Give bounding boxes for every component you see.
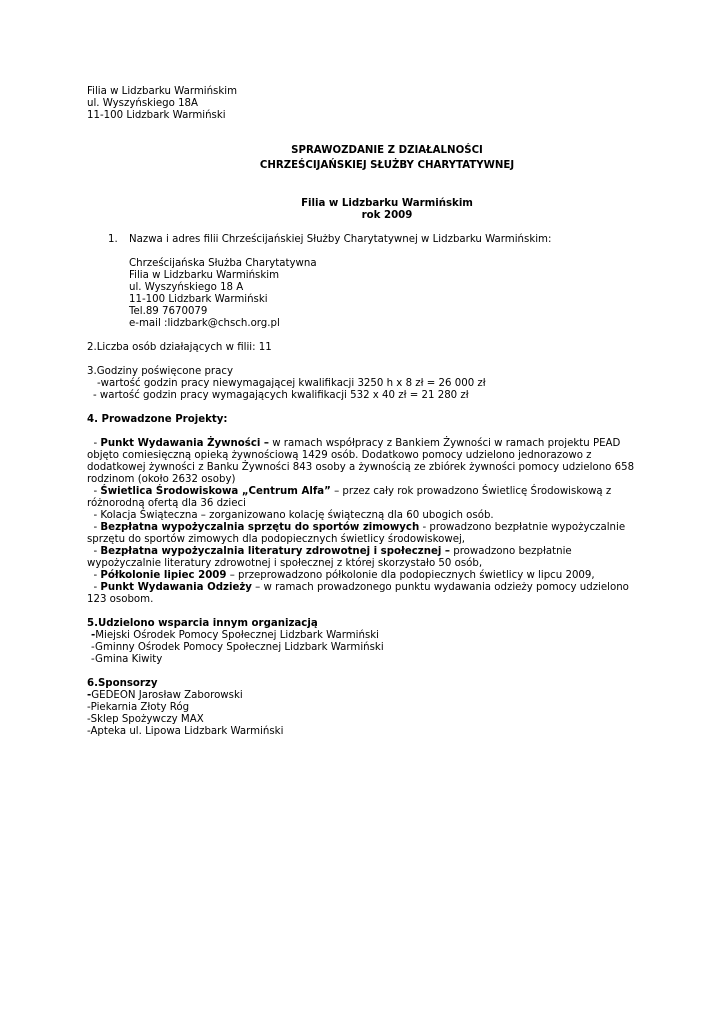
document-page [87, 86, 687, 738]
organization-item: -Miejski Ośrodek Pomocy Społecznej Lidzbark Warmiński [91, 630, 380, 641]
section-3-line: -wartość godzin pracy niewymagającej kwalifikacji 3250 h x 8 zł = 26 000 zł [97, 378, 486, 389]
sender-line: 11-100 Lidzbark Warmiński [87, 110, 226, 121]
project-description: w ramach współpracy z Bankiem Żywności w ramach projektu PEAD objęto comiesięczną opieką żywnościową 1429 osób. Dodatkowo pomocy udzielono jednorazowo z dodatkowej żywności z Banku Żywności 843 osoby a żywnością ze zbiórek żywności pomocy udzielono 658 rodzinom (około 2632 osoby) [87, 438, 635, 485]
organization-item: -Gminny Ośrodek Pomocy Społecznej Lidzbark Warmiński [91, 642, 384, 653]
project-item: - Punkt Wydawania Odzieży – w ramach prowadzonego punktu wydawania odzieży pomocy udzielono 123 osobom. [87, 582, 629, 605]
section-4-title: 4. Prowadzone Projekty: [87, 414, 228, 425]
section-2: 2.Liczba osób działających w filii: 11 [87, 342, 272, 353]
list-number: 1. [108, 234, 118, 245]
project-name: Bezpłatna wypożyczalnia sprzętu do sportów zimowych [100, 522, 420, 533]
section-5-title: 5.Udzielono wsparcia innym organizacją [87, 618, 318, 629]
sender-address [87, 86, 687, 122]
project-description: – w ramach prowadzonego punktu wydawania odzieży pomocy udzielono 123 osobom. [87, 582, 629, 605]
report-title: CHRZEŚCIJAŃSKIEJ SŁUŻBY CHARYTATYWNEJ [259, 160, 515, 171]
project-item: - Bezpłatna wypożyczalnia sprzętu do sportów zimowych - prowadzono bezpłatnie wypożyczalnie sprzętu do sportów zimowych dla podopiecznych świetlicy środowiskowej, [87, 522, 626, 545]
project-description: - Kolacja Świąteczna – zorganizowano kolację świąteczną dla 60 ubogich osób. [93, 510, 494, 521]
project-item: - Bezpłatna wypożyczalnia literatury zdrowotnej i społecznej – prowadzono bezpłatnie wypożyczalnie literatury zdrowotnej i społecznej z której skorzystało 50 osób, [87, 546, 572, 569]
report-year: rok 2009 [361, 210, 413, 221]
section-1-text: Nazwa i adres filii Chrześcijańskiej Służby Charytatywnej w Lidzbarku Warmińskim: [129, 234, 552, 245]
project-description: – przez cały rok prowadzono Świetlicę Środowiskową z różnorodną ofertą dla 36 dzieci [87, 486, 612, 509]
section-3-line: - wartość godzin pracy wymagających kwalifikacji 532 x 40 zł = 21 280 zł [93, 390, 469, 401]
address-line: Filia w Lidzbarku Warmińskim [129, 270, 280, 281]
project-name: Świetlica Środowiskowa „Centrum Alfa” [100, 486, 331, 497]
project-item: - Świetlica Środowiskowa „Centrum Alfa” – przez cały rok prowadzono Świetlicę Środowiskową z różnorodną ofertą dla 36 dzieci [87, 486, 612, 509]
sender-line: ul. Wyszyńskiego 18A [87, 98, 199, 109]
sponsor-item: -Apteka ul. Lipowa Lidzbark Warmiński [87, 726, 284, 737]
report-subtitle: Filia w Lidzbarku Warmińskim [301, 198, 473, 209]
section-6-title: 6.Sponsorzy [87, 678, 158, 689]
report-title: SPRAWOZDANIE Z DZIAŁALNOŚCI [291, 145, 483, 156]
sponsor-item: -GEDEON Jarosław Zaborowski [87, 690, 243, 701]
address-line: Chrześcijańska Służba Charytatywna [129, 258, 317, 269]
project-description: - prowadzono bezpłatnie wypożyczalnie sprzętu do sportów zimowych dla podopiecznych świetlicy środowiskowej, [87, 522, 626, 545]
address-line: ul. Wyszyńskiego 18 A [129, 282, 244, 293]
address-email: e-mail :lidzbark@chsch.org.pl [129, 318, 280, 329]
sponsor-item: -Sklep Spożywczy MAX [87, 714, 204, 725]
address-line: Tel.89 7670079 [129, 306, 208, 317]
section-3-title: 3.Godziny poświęcone pracy [87, 366, 233, 377]
section-1 [87, 234, 687, 246]
project-name: Bezpłatna wypożyczalnia literatury zdrowotnej i społecznej – [100, 546, 450, 557]
sender-line: Filia w Lidzbarku Warmińskim [87, 86, 238, 97]
organization-item: -Gmina Kiwity [91, 654, 163, 665]
branch-address [87, 258, 687, 330]
project-item: - Półkolonie lipiec 2009 – przeprowadzono półkolonie dla podopiecznych świetlicy w lipcu 2009, [87, 570, 595, 581]
project-name: Półkolonie lipiec 2009 [100, 570, 227, 581]
project-description: prowadzono bezpłatnie wypożyczalnie literatury zdrowotnej i społecznej z której skorzystało 50 osób, [87, 546, 572, 569]
project-name: Punkt Wydawania Odzieży [100, 582, 252, 593]
project-item: - Punkt Wydawania Żywności – w ramach współpracy z Bankiem Żywności w ramach projektu PEAD objęto comiesięczną opieką żywnościową 1429 osób. Dodatkowo pomocy udzielono jednorazowo z dodatkowej żywności z Banku Żywności 843 osoby a żywnością ze zbiórek żywności pomocy udzielono 658 rodzinom (około 2632 osoby) [87, 438, 635, 485]
project-description: – przeprowadzono półkolonie dla podopiecznych świetlicy w lipcu 2009, [226, 570, 595, 581]
project-item [87, 510, 647, 522]
address-line: 11-100 Lidzbark Warmiński [129, 294, 268, 305]
project-name: Punkt Wydawania Żywności – [100, 438, 269, 449]
sponsor-item: -Piekarnia Złoty Róg [87, 702, 190, 713]
